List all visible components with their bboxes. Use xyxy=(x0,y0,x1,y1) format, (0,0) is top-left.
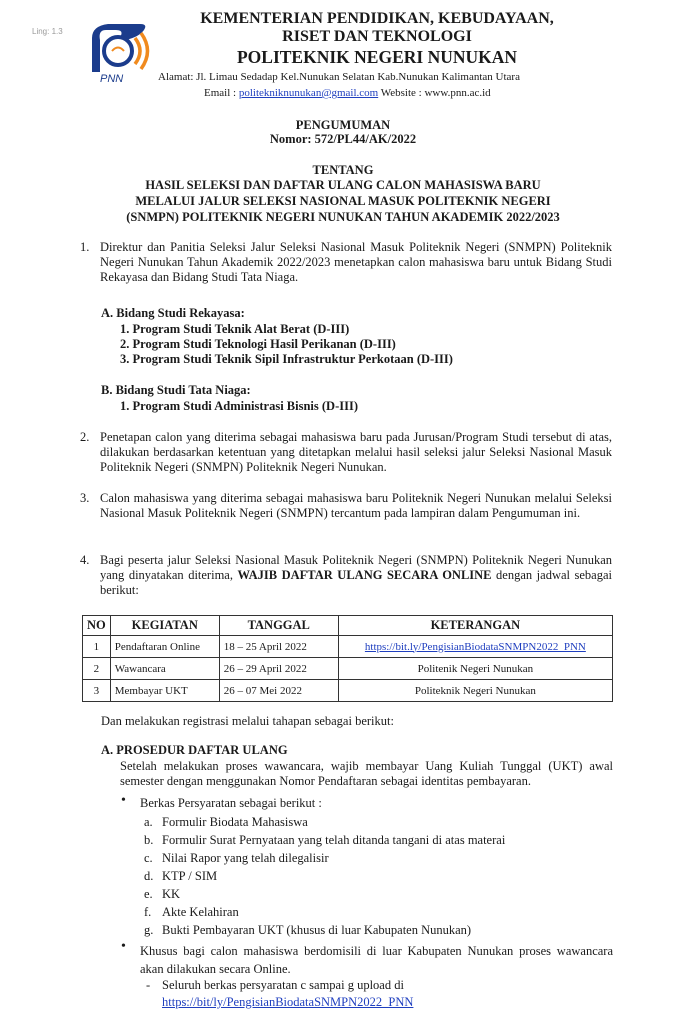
cell-activity: Wawancara xyxy=(110,658,219,680)
cell-note xyxy=(338,636,612,658)
announcement-number: Nomor: 572/PL44/AK/2022 xyxy=(269,132,417,146)
col-header-date: TANGGAL xyxy=(219,616,338,636)
email-label: Email : xyxy=(204,87,237,99)
institution-address: Alamat: Jl. Limau Sedadap Kel.Nunukan Selatan Kab.Nunukan Kalimantan Utara xyxy=(158,71,520,83)
ministry-name-line1: KEMENTERIAN PENDIDIKAN, KEBUDAYAAN, xyxy=(200,10,554,27)
cell-activity: Membayar UKT xyxy=(110,680,219,702)
document-letter: b. xyxy=(144,833,154,847)
schedule-table xyxy=(82,615,613,702)
program-item: 2. Program Studi Teknologi Hasil Perikanan (D-III) xyxy=(120,337,396,351)
point1-text: Direktur dan Panitia Seleksi Jalur Seleksi Nasional Masuk Politeknik Negeri (SNMPN) Politeknik Negeri Nunukan Tahun Akademik 2022/2023 menetapkan calon mahasiswa baru untuk Bidang Studi Rekayasa dan Bidang Studi Tata Niaga. xyxy=(100,240,612,284)
point3-text: Calon mahasiswa yang diterima sebagai mahasiswa baru Politeknik Negeri Nunukan melalui Seleksi Nasional Masuk Politeknik Negeri (SNMPN) tercantum pada lampiran dalam Pengumuman ini. xyxy=(100,491,612,520)
requirements-heading: Berkas Persyaratan sebagai berikut : xyxy=(140,796,322,810)
table-row xyxy=(83,658,613,680)
cell-no: 3 xyxy=(83,680,111,702)
subject-line3: (SNMPN) POLITEKNIK NEGERI NUNUKAN TAHUN AKADEMIK 2022/2023 xyxy=(126,210,560,224)
point-number: 1. xyxy=(80,240,90,254)
document-letter: c. xyxy=(144,851,153,865)
program-item: 1. Program Studi Administrasi Bisnis (D-III) xyxy=(120,399,358,413)
announcement-about: TENTANG xyxy=(312,163,374,177)
logo-text: PNN xyxy=(100,73,124,85)
point4-emphasis: WAJIB DAFTAR ULANG SECARA ONLINE xyxy=(237,568,492,582)
field-b-heading: B. Bidang Studi Tata Niaga: xyxy=(101,383,251,397)
registration-intro: Dan melakukan registrasi melalui tahapan sebagai berikut: xyxy=(101,714,394,728)
registration-link[interactable]: https://bit.ly/PengisianBiodataSNMPN2022_PNN xyxy=(364,640,586,653)
dash-marker: - xyxy=(146,978,151,992)
document-letter: a. xyxy=(144,815,153,829)
document-item: Nilai Rapor yang telah dilegalisir xyxy=(162,851,329,865)
document-letter: g. xyxy=(144,923,154,937)
table-row xyxy=(83,636,613,658)
cell-no: 2 xyxy=(83,658,111,680)
document-item: Akte Kelahiran xyxy=(162,905,239,919)
announcement-title: PENGUMUMAN xyxy=(295,118,391,132)
field-a-heading: A. Bidang Studi Rekayasa: xyxy=(101,306,245,320)
bullet-icon: • xyxy=(121,793,126,808)
subject-line2: MELALUI JALUR SELEKSI NASIONAL MASUK POLITEKNIK NEGERI xyxy=(135,194,551,208)
upload-instruction: Seluruh berkas persyaratan c sampai g upload di xyxy=(162,978,404,992)
program-item: 1. Program Studi Teknik Alat Berat (D-III) xyxy=(120,322,350,336)
document-item: Formulir Biodata Mahasiswa xyxy=(162,815,308,829)
document-letter: e. xyxy=(144,887,153,901)
point4-text: Bagi peserta jalur Seleksi Nasional Masuk Politeknik Negeri (SNMPN) Politeknik Negeri Nunukan yang dinyatakan diterima, WAJIB DAFTAR ULANG SECARA ONLINE dengan jadwal sebagai berikut: xyxy=(100,553,612,597)
document-item: Bukti Pembayaran UKT (khusus di luar Kabupaten Nunukan) xyxy=(162,923,472,937)
point-number: 3. xyxy=(80,491,90,505)
program-item: 3. Program Studi Teknik Sipil Infrastruktur Perkotaan (D-III) xyxy=(120,352,453,366)
section-a-text: Setelah melakukan proses wawancara, wajib membayar Uang Kuliah Tunggal (UKT) awal semester dengan menggunakan Nomor Pendaftaran sebagai identitas pembayaran. xyxy=(120,759,613,788)
cell-note: Politenik Negeri Nunukan xyxy=(338,658,612,680)
email-link[interactable]: politekniknunukan@gmail.com xyxy=(238,87,379,99)
document-letter: d. xyxy=(144,869,154,883)
handwritten-note: Ling: 1.3 xyxy=(32,27,63,36)
col-header-note: KETERANGAN xyxy=(338,616,612,636)
cell-note: Politeknik Negeri Nunukan xyxy=(338,680,612,702)
ministry-name-line2: RISET DAN TEKNOLOGI xyxy=(282,28,472,45)
bullet-icon: • xyxy=(121,939,126,954)
subject-line1: HASIL SELEKSI DAN DAFTAR ULANG CALON MAHASISWA BARU xyxy=(145,178,541,192)
cell-date: 18 – 25 April 2022 xyxy=(219,636,338,658)
point-number: 2. xyxy=(80,430,90,444)
document-item: KK xyxy=(162,887,181,901)
document-item: KTP / SIM xyxy=(162,869,218,883)
cell-no: 1 xyxy=(83,636,111,658)
col-header-no: NO xyxy=(83,616,111,636)
section-a-heading: A. PROSEDUR DAFTAR ULANG xyxy=(101,743,288,757)
document-letter: f. xyxy=(144,905,152,919)
point2-text: Penetapan calon yang diterima sebagai mahasiswa baru pada Jurusan/Program Studi tersebut di atas, dilakukan berdasarkan ketentuan yang ditetapkan melalui hasil seleksi jalur Seleksi Nasional Masuk Politeknik Negeri (SNMPN) Politeknik Negeri Nunukan. xyxy=(100,430,612,474)
institution-name: POLITEKNIK NEGERI NUNUKAN xyxy=(236,47,518,67)
col-header-activity: KEGIATAN xyxy=(110,616,219,636)
online-interview-note: Khusus bagi calon mahasiswa berdomisili di luar Kabupaten Nunukan proses wawancara akan dilakukan secara Online. xyxy=(140,944,613,976)
cell-date: 26 – 29 April 2022 xyxy=(219,658,338,680)
cell-activity: Pendaftaran Online xyxy=(110,636,219,658)
pnn-logo-icon xyxy=(78,18,158,88)
upload-link[interactable]: https://bit/ly/PengisianBiodataSNMPN2022_PNN xyxy=(162,995,414,1009)
website-text: Website : www.pnn.ac.id xyxy=(380,87,491,99)
point-number: 4. xyxy=(80,553,90,567)
table-header-row xyxy=(83,616,613,636)
table-row xyxy=(83,680,613,702)
document-item: Formulir Surat Pernyataan yang telah ditanda tangani di atas materai xyxy=(162,833,506,847)
contact-line xyxy=(204,87,491,99)
cell-date: 26 – 07 Mei 2022 xyxy=(219,680,338,702)
